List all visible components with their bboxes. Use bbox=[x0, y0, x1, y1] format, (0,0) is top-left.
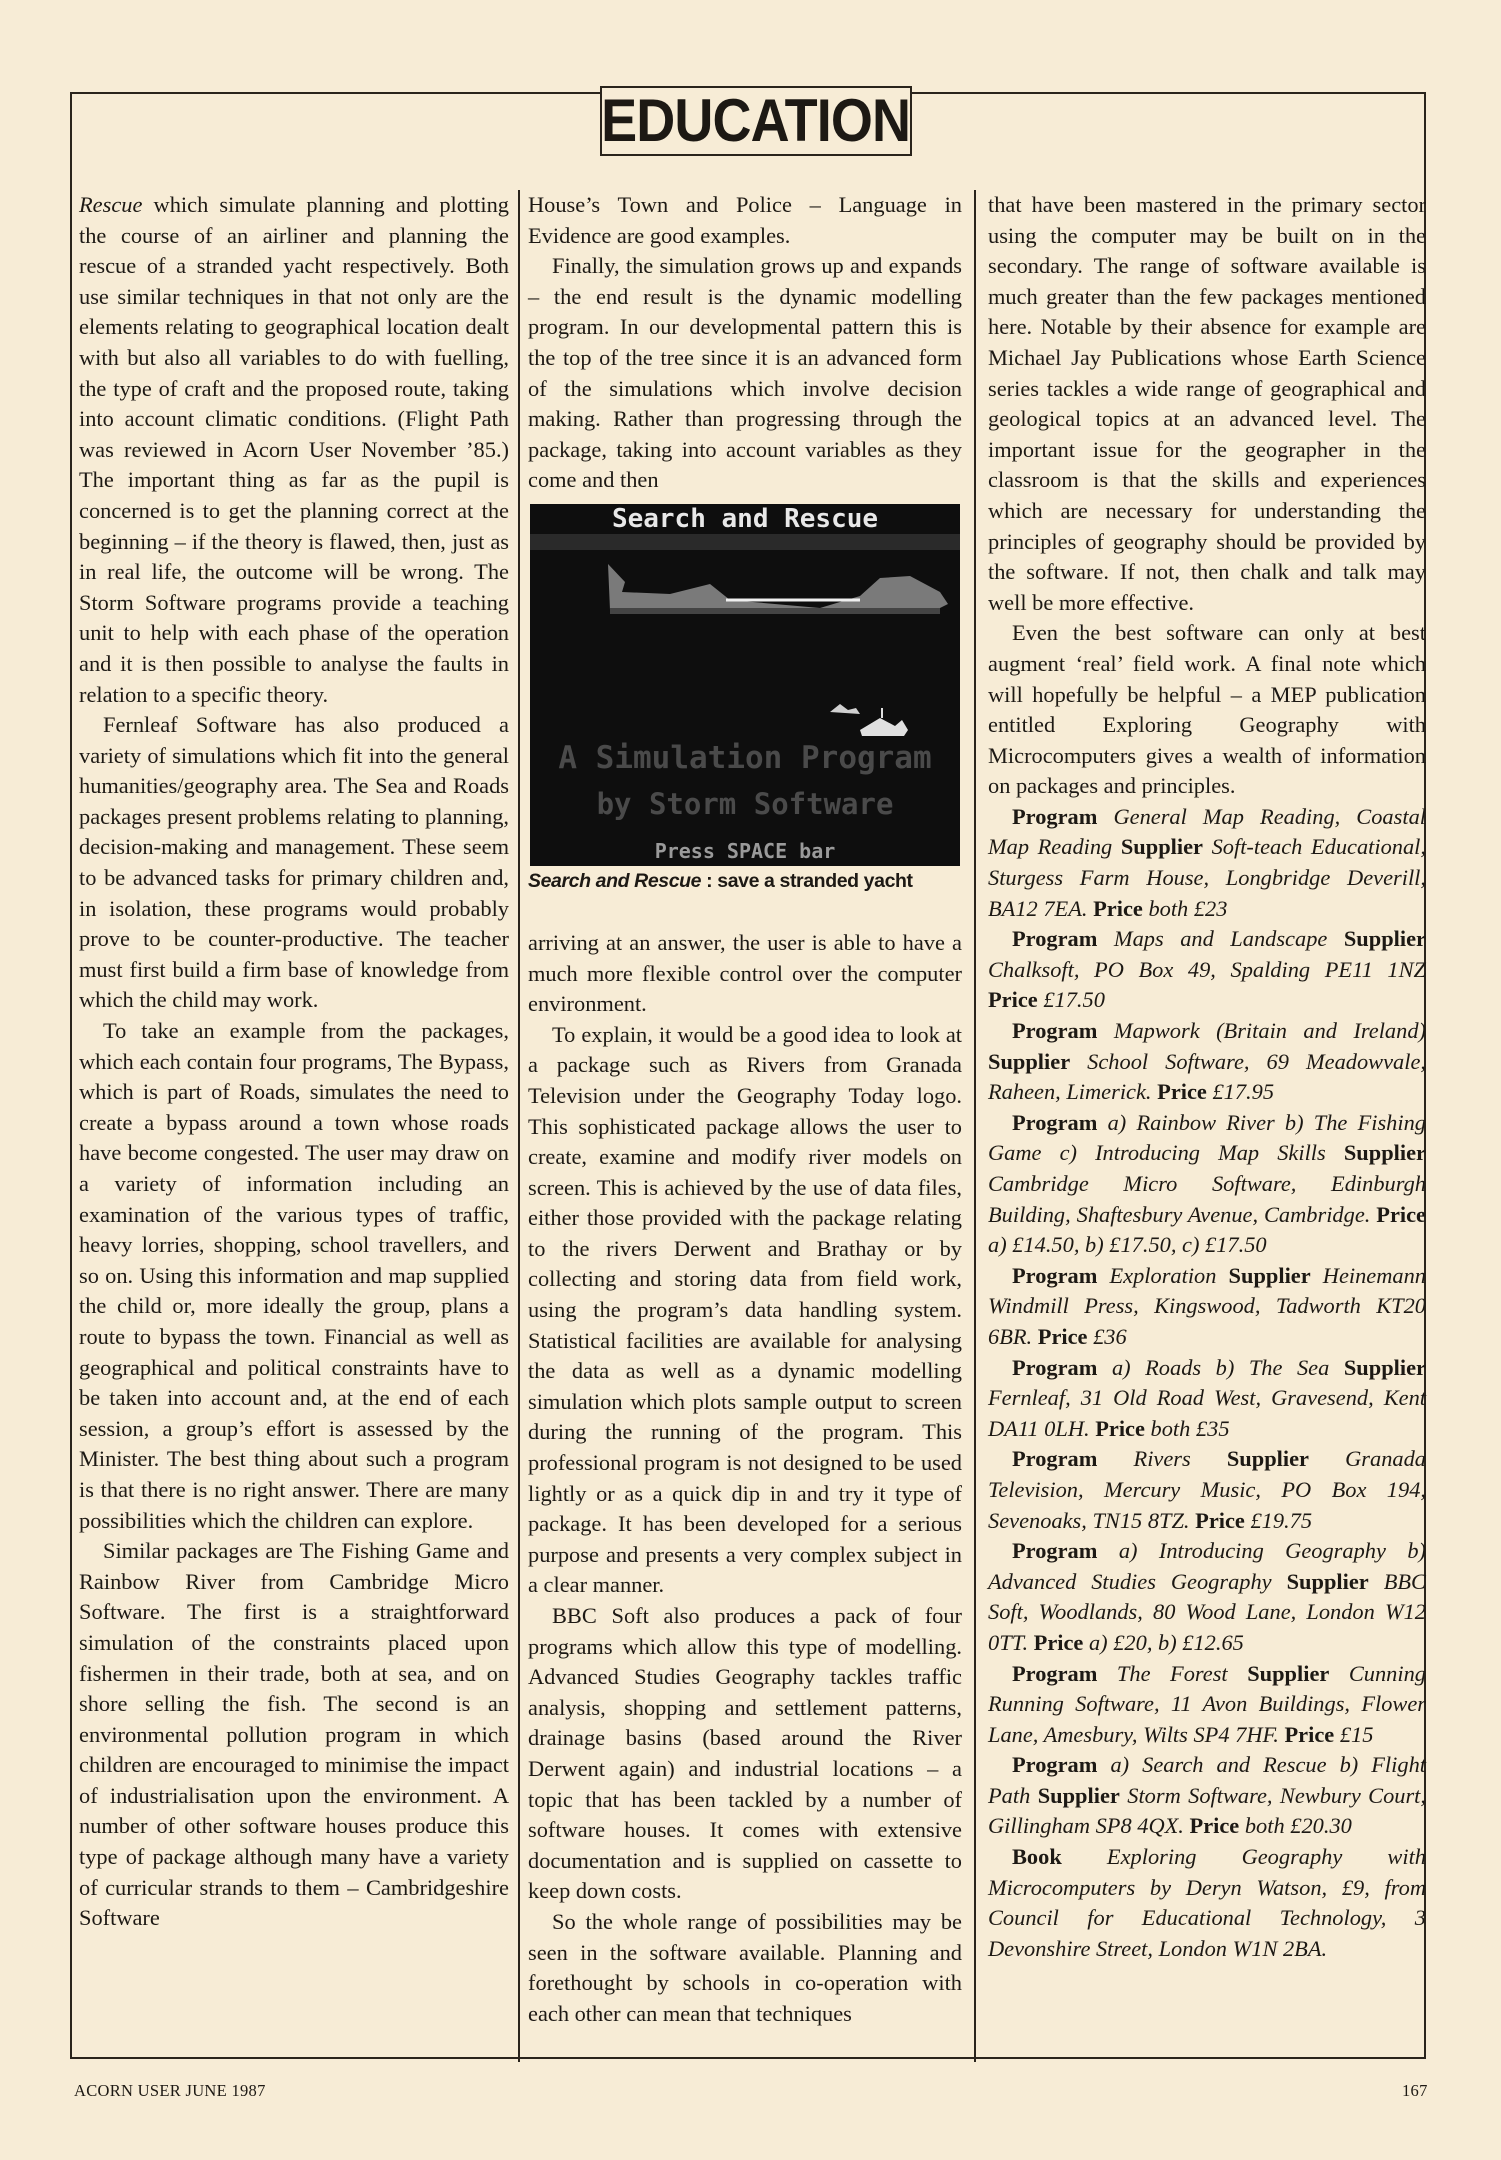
program-label: Program bbox=[1012, 1354, 1098, 1380]
screen-by-text: by Storm Software bbox=[596, 786, 894, 821]
program-label: Program bbox=[1012, 926, 1098, 952]
col2-paragraph-3: arriving at an answer, the user is able to have a much more flexible control over the computer environment. bbox=[528, 929, 962, 1017]
supplier-label: Supplier bbox=[1286, 1568, 1369, 1594]
program-label: Program bbox=[1012, 1262, 1098, 1288]
price-label: Price bbox=[988, 987, 1038, 1013]
section-title: EDUCATION bbox=[601, 87, 911, 154]
price-label: Price bbox=[1195, 1507, 1245, 1533]
supplier-address: Cambridge Micro Software, Edinburgh Building, Shaftesbury Avenue, Cambridge. bbox=[988, 1171, 1426, 1227]
column-rule-right bbox=[974, 190, 976, 2062]
col2-paragraph-4: To explain, it would be a good idea to look at a package such as Rivers from Granada Television under the Geography Today logo. This sophisticated package allows the user to create, examine and modify river models on screen. This is achieved by the use of data files, either those provided with the package relating to the rivers Derwent and Brathay or by collecting and storing data from field work, using the program’s data handling system. Statistical facilities are available for analysing the data as well as a dynamic modelling simulation which plots sample output to screen during the running of the program. This professional program is not designed to be used lightly or as a quick dip in and try it type of package. It has been developed for a serious purpose and presents a very complex subject in a clear manner. bbox=[528, 1021, 962, 1598]
col1-paragraph-3: To take an example from the packages, which each contain four programs, The Bypass, which is part of Roads, simulates the need to create a bypass around a town whose roads have become congested. The user may draw on a variety of information including an examination of the various types of traffic, heavy lorries, shopping, school travellers, and so on. Using this information and map supplied the child or, more ideally the group, plans a route to bypass the town. Financial as well as geographical and political constraints have to be taken into account and, at the end of each session, a group’s effort is assessed by the Minister. The best thing about such a program is that there is no right answer. There are many possibilities which the children can explore. bbox=[79, 1018, 509, 1533]
listing-entry bbox=[988, 1750, 1426, 1842]
article-column-3 bbox=[988, 190, 1426, 2060]
program-label: Program bbox=[1012, 1446, 1098, 1472]
article-column-1 bbox=[79, 190, 509, 2060]
price-value: both £23 bbox=[1148, 895, 1228, 921]
price-value: a) £14.50, b) £17.50, c) £17.50 bbox=[988, 1232, 1267, 1258]
book-label: Book bbox=[1012, 1844, 1062, 1870]
program-name: General Map Reading, Coastal Map Reading bbox=[988, 803, 1426, 860]
supplier-address: Chalksoft, PO Box 49, Spalding PE11 1NZ bbox=[988, 956, 1426, 982]
supplier-label: Supplier bbox=[1247, 1660, 1330, 1686]
article-column-2 bbox=[528, 190, 962, 2060]
col2-paragraph-6: So the whole range of possibilities may be seen in the software available. Planning and forethought by schools in co-operation with each other can mean that techniques bbox=[528, 1908, 962, 2026]
program-label: Program bbox=[1012, 1752, 1098, 1778]
price-value: both £20.30 bbox=[1244, 1813, 1352, 1839]
program-name: Maps and Landscape bbox=[1113, 926, 1328, 952]
listing-entry bbox=[988, 1108, 1426, 1261]
col1-paragraph-4: Similar packages are The Fishing Game and Rainbow River from Cambridge Micro Software. The first is a straightforward simulation of the constraints placed upon fishermen in their trade, both at sea, and on shore selling the fish. The second is an environmental pollution program in which children are encouraged to minimise the impact of industrialisation upon the environment. A number of other software houses produce this type of package although many have a variety of curricular strands to them – Cambridgeshire Software bbox=[79, 1538, 509, 1931]
caption-title: Search and Rescue bbox=[528, 869, 702, 892]
footer-page-number: 167 bbox=[1402, 2081, 1428, 2100]
listing-entry bbox=[988, 802, 1426, 924]
col2-paragraph-2: Finally, the simulation grows up and expands – the end result is the dynamic modelling program. In our developmental pattern this is the top of the tree since it is an advanced form of the simulations which involve decision making. Rather than progressing through the package, taking into account variables as they come and then bbox=[528, 253, 962, 493]
software-listings bbox=[988, 802, 1426, 1842]
supplier-address: Storm Software, Newbury Court, Gillingham SP8 4QX. bbox=[988, 1782, 1427, 1839]
col3-paragraph-1: that have been mastered in the primary sector using the computer may be built on in the secondary. The range of software available is much greater than the few packages mentioned here. Notable by their absence for example are Michael Jay Publications whose Earth Science series tackles a wide range of geographical and geological topics at an advanced level. The important issue for the geographer in the classroom is that the skills and experiences which are necessary for understanding the principles of geography should be provided by the software. If not, then chalk and talk may well be more effective. bbox=[988, 192, 1426, 615]
supplier-label: Supplier bbox=[1343, 926, 1426, 952]
listing-entry bbox=[988, 1659, 1426, 1751]
supplier-label: Supplier bbox=[1037, 1782, 1120, 1808]
listing-entry bbox=[988, 1016, 1426, 1108]
program-label: Program bbox=[1012, 1109, 1098, 1135]
price-value: £17.50 bbox=[1043, 987, 1105, 1013]
price-value: £15 bbox=[1339, 1721, 1374, 1747]
col1-paragraph-2: Fernleaf Software has also produced a variety of simulations which fit into the general humanities/geography area. The Sea and Roads packages present problems relating to planning, decision-making and management. These seem to be advanced tasks for primary children and, in isolation, these programs would probably prove to be counter-productive. The teacher must first build a firm base of knowledge from which the child may work. bbox=[79, 712, 509, 1013]
supplier-address: BBC Soft, Woodlands, 80 Wood Lane, London W12 0TT. bbox=[988, 1568, 1426, 1655]
col1-p1b-text: (Flight Path was reviewed in Acorn User November ’85.) The important thing as far as the pupil is concerned is to get the planning correct at the beginning – if the theory is flawed, then, just as in real life, the outcome will be wrong. The Storm Software programs provide a teaching unit to help with each phase of the operation and it is then possible to analyse the faults in relation to a specific theory. bbox=[79, 406, 510, 707]
column-rule-left bbox=[518, 190, 520, 2062]
price-label: Price bbox=[1095, 1415, 1145, 1441]
supplier-address: School Software, 69 Meadowvale, Raheen, Limerick. bbox=[988, 1048, 1426, 1105]
program-name: Exploration bbox=[1109, 1262, 1217, 1288]
supplier-label: Supplier bbox=[1228, 1262, 1311, 1288]
program-name: a) Search and Rescue b) Flight Path bbox=[988, 1752, 1426, 1808]
supplier-label: Supplier bbox=[1226, 1446, 1309, 1472]
price-value: £19.75 bbox=[1250, 1507, 1313, 1533]
listing-entry bbox=[988, 1353, 1426, 1445]
program-label: Program bbox=[1012, 1538, 1098, 1564]
supplier-label: Supplier bbox=[1343, 1140, 1426, 1166]
price-label: Price bbox=[1093, 895, 1143, 921]
price-label: Price bbox=[1157, 1079, 1207, 1105]
image-caption bbox=[528, 868, 962, 894]
caption-text: : save a stranded yacht bbox=[701, 869, 913, 892]
game-screenshot bbox=[530, 504, 960, 866]
price-label: Price bbox=[1376, 1201, 1426, 1227]
supplier-address: Soft-teach Educational, Sturgess Farm House, Longbridge Deverill, BA12 7EA. bbox=[988, 834, 1426, 921]
supplier-label: Supplier bbox=[1343, 1354, 1426, 1380]
title-italic: Rescue bbox=[79, 192, 143, 217]
program-label: Program bbox=[1012, 803, 1098, 829]
col1-paragraph-1 bbox=[79, 190, 509, 710]
supplier-address: Fernleaf, 31 Old Road West, Gravesend, Kent DA11 0LH. bbox=[988, 1385, 1426, 1441]
price-value: £17.95 bbox=[1212, 1079, 1275, 1105]
supplier-address: Cunning Running Software, 11 Avon Buildings, Flower Lane, Amesbury, Wilts SP4 7HF. bbox=[988, 1660, 1426, 1747]
price-label: Price bbox=[1284, 1721, 1335, 1747]
program-name: a) Rainbow River b) The Fishing Game c) Introducing Map Skills bbox=[988, 1109, 1426, 1166]
footer-magazine: ACORN USER JUNE 1987 bbox=[74, 2081, 266, 2100]
price-label: Price bbox=[1037, 1323, 1088, 1349]
program-name: The Forest bbox=[1116, 1660, 1228, 1686]
col2-paragraph-1: House’s Town and Police – Language in Evidence are good examples. bbox=[528, 192, 962, 248]
price-label: Price bbox=[1189, 1813, 1240, 1839]
screen-press-space: Press SPACE bar bbox=[654, 838, 836, 863]
section-header bbox=[600, 86, 912, 156]
listing-entry bbox=[988, 1536, 1426, 1658]
supplier-address: Heinemann Windmill Press, Kingswood, Tadworth KT20 6BR. bbox=[988, 1262, 1426, 1349]
col1-p1-text: which simulate planning and plotting the course of an airliner and planning the rescue of a stranded yacht respectively. Both use similar techniques in that not only are the elements relating to geographical location dealt with but also all variables to do with fuelling, the type of craft and the proposed route, taking into account climatic conditions. bbox=[79, 192, 509, 432]
program-label: Program bbox=[1012, 1018, 1098, 1044]
col3-paragraph-2: Even the best software can only at best augment ‘real’ field work. A final note which will hopefully be helpful – a MEP publication entitled Exploring Geography with Microcomputers gives a wealth of information on packages and principles. bbox=[988, 620, 1426, 799]
listing-entry bbox=[988, 1444, 1426, 1536]
col2-paragraph-5: BBC Soft also produces a pack of four programs which allow this type of modelling. Advanced Studies Geography tackles traffic analysis, shopping and settlement patterns, drainage basins (based around the River Derwent again) and industrial locations – a topic that has been tackled by a number of software houses. It comes with extensive documentation and is supplied on cassette to keep down costs. bbox=[528, 1603, 962, 1904]
listing-entry bbox=[988, 924, 1426, 1016]
screen-title: Search and Rescue bbox=[611, 503, 879, 534]
price-value: both £35 bbox=[1150, 1415, 1230, 1441]
program-name: Mapwork (Britain and Ireland) bbox=[1113, 1018, 1426, 1044]
program-name: Rivers bbox=[1133, 1446, 1191, 1472]
program-name: a) Introducing Geography b) Advanced Studies Geography bbox=[988, 1538, 1426, 1594]
supplier-label: Supplier bbox=[988, 1048, 1071, 1074]
book-text: Exploring Geography with Microcomputers by Deryn Watson, £9, from Council for Educational Technology, 3 Devonshire Street, London W1N 2BA. bbox=[988, 1844, 1426, 1961]
program-label: Program bbox=[1012, 1660, 1098, 1686]
price-value: a) £20, b) £12.65 bbox=[1088, 1629, 1244, 1655]
supplier-address: Granada Television, Mercury Music, PO Box 194, Sevenoaks, TN15 8TZ. bbox=[988, 1446, 1426, 1533]
price-value: £36 bbox=[1093, 1323, 1127, 1349]
supplier-label: Supplier bbox=[1120, 834, 1203, 860]
listing-entry bbox=[988, 1261, 1426, 1353]
book-listing bbox=[988, 1842, 1426, 1964]
price-label: Price bbox=[1033, 1629, 1084, 1655]
screen-simulation-text: A Simulation Program bbox=[558, 739, 932, 776]
program-name: a) Roads b) The Sea bbox=[1111, 1354, 1330, 1380]
